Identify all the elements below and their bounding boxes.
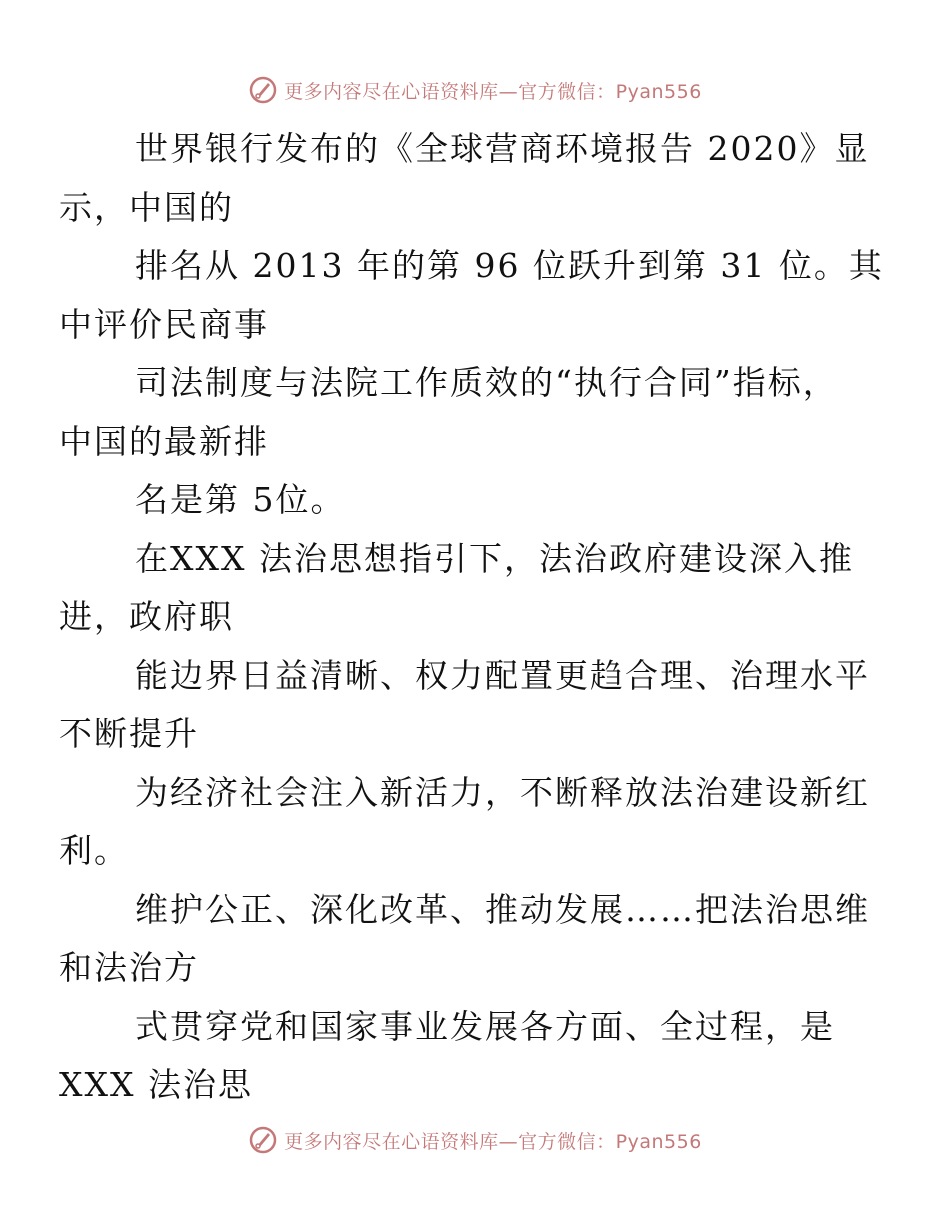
paragraph: 名是第 5位。 — [135, 480, 346, 519]
watermark-text: 更多内容尽在心语资料库—官方微信：Pyan556 — [284, 80, 702, 103]
header-watermark — [0, 72, 950, 108]
paragraph: 在XXX 法治思想指引下，法治政府建设深入推 进，政府职 — [59, 538, 854, 636]
document-body — [59, 120, 884, 1115]
paragraph: 能边界日益清晰、权力配置更趋合理、治理水平 不断提升 — [59, 655, 870, 753]
paragraph: 世界银行发布的《全球营商环境报告 2020》显 示，中国的 — [59, 129, 870, 227]
paragraph: 式贯穿党和国家事业发展各方面、全过程，是 XXX 法治思 — [59, 1006, 835, 1104]
paragraph: 为经济社会注入新活力，不断释放法治建设新红 利。 — [59, 772, 870, 870]
quill-seal-icon — [248, 1125, 278, 1155]
watermark-text: 更多内容尽在心语资料库—官方微信：Pyan556 — [284, 1130, 702, 1153]
quill-seal-icon — [248, 75, 278, 105]
paragraph: 司法制度与法院工作质效的“执行合同”指标， 中国的最新排 — [59, 363, 838, 461]
footer-watermark — [0, 1122, 950, 1158]
paragraph: 排名从 2013 年的第 96 位跃升到第 31 位。其 中评价民商事 — [59, 246, 884, 344]
paragraph: 维护公正、深化改革、推动发展……把法治思维 和法治方 — [59, 889, 870, 987]
